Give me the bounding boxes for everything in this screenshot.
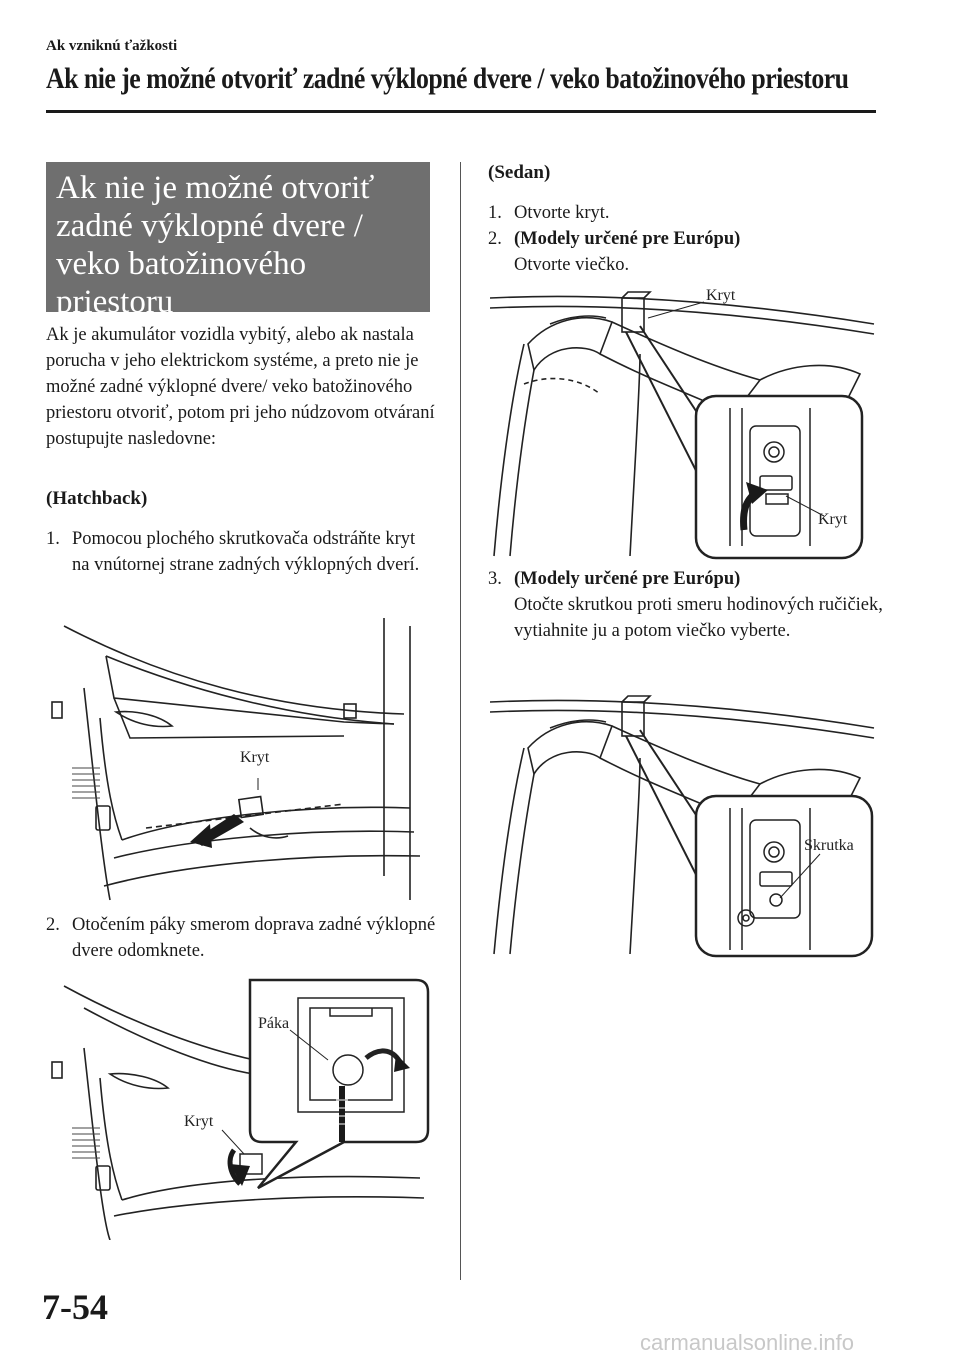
hatchback-heading: (Hatchback) xyxy=(46,488,148,509)
hatchback-lever-illustration xyxy=(44,978,434,1240)
step-number: 1. xyxy=(46,529,60,549)
title-line-2: zadné výklopné dvere / xyxy=(56,208,363,244)
step-text: Otočte skrutkou proti smeru hodinových ručičiek, vytiahnite ju a potom viečko vyberte. xyxy=(514,595,883,641)
step-text: Pomocou plochého skrutkovača odstráňte kryt na vnútornej strane zadných výklopných dverí. xyxy=(72,529,420,575)
sedan-cover-illustration xyxy=(490,284,880,562)
intro-paragraph: Ak je akumulátor vozidla vybitý, alebo ak nastala porucha v jeho elektrickom systéme, a preto nie je možné zadné výklopné dvere/ veko batožinového priestoru otvoriť, potom pri jeho núdzovom otváraní postupujte nasledovne: xyxy=(46,325,435,449)
step-text: Otvorte viečko. xyxy=(514,255,630,275)
label-kryt: Kryt xyxy=(184,1113,214,1130)
label-kryt-top: Kryt xyxy=(706,287,736,304)
step-number: 1. xyxy=(488,203,502,223)
sedan-heading: (Sedan) xyxy=(488,162,551,183)
step-qualifier: (Modely určené pre Európu) xyxy=(514,569,741,589)
hatchback-step-2 xyxy=(46,912,446,964)
page-number: 7-54 xyxy=(42,1287,108,1327)
heading-rule xyxy=(46,110,876,113)
title-line-3: veko batožinového xyxy=(56,246,307,282)
step-text: Otvorte kryt. xyxy=(514,203,610,223)
watermark: carmanualsonline.info xyxy=(640,1330,855,1355)
label-kryt-inset: Kryt xyxy=(818,511,848,528)
label-paka: Páka xyxy=(258,1015,290,1032)
step-text: Otočením páky smerom doprava zadné výklopné dvere odomknete. xyxy=(72,915,436,961)
sedan-step-1 xyxy=(488,200,888,226)
title-line-1: Ak nie je možné otvoriť xyxy=(56,170,375,206)
step-qualifier: (Modely určené pre Európu) xyxy=(514,229,741,249)
section-title-box xyxy=(46,162,430,320)
label-skrutka: Skrutka xyxy=(804,837,854,854)
hatchback-step-1 xyxy=(46,526,436,578)
section-label: Ak vzniknú ťažkosti xyxy=(46,38,178,54)
column-divider xyxy=(460,162,461,1280)
page-heading: Ak nie je možné otvoriť zadné výklopné dvere / veko batožinového priestoru xyxy=(46,62,849,95)
step-number: 2. xyxy=(488,229,502,249)
title-line-4: priestoru xyxy=(56,284,174,320)
label-kryt: Kryt xyxy=(240,749,270,766)
step-number: 2. xyxy=(46,915,60,935)
hatchback-cover-illustration xyxy=(44,618,424,908)
lever-inset xyxy=(250,980,428,1188)
step-number: 3. xyxy=(488,569,502,589)
sedan-step-2 xyxy=(488,226,888,278)
cover-inset xyxy=(696,396,862,558)
sedan-screw-illustration xyxy=(490,688,880,960)
sedan-step-3 xyxy=(488,566,888,644)
